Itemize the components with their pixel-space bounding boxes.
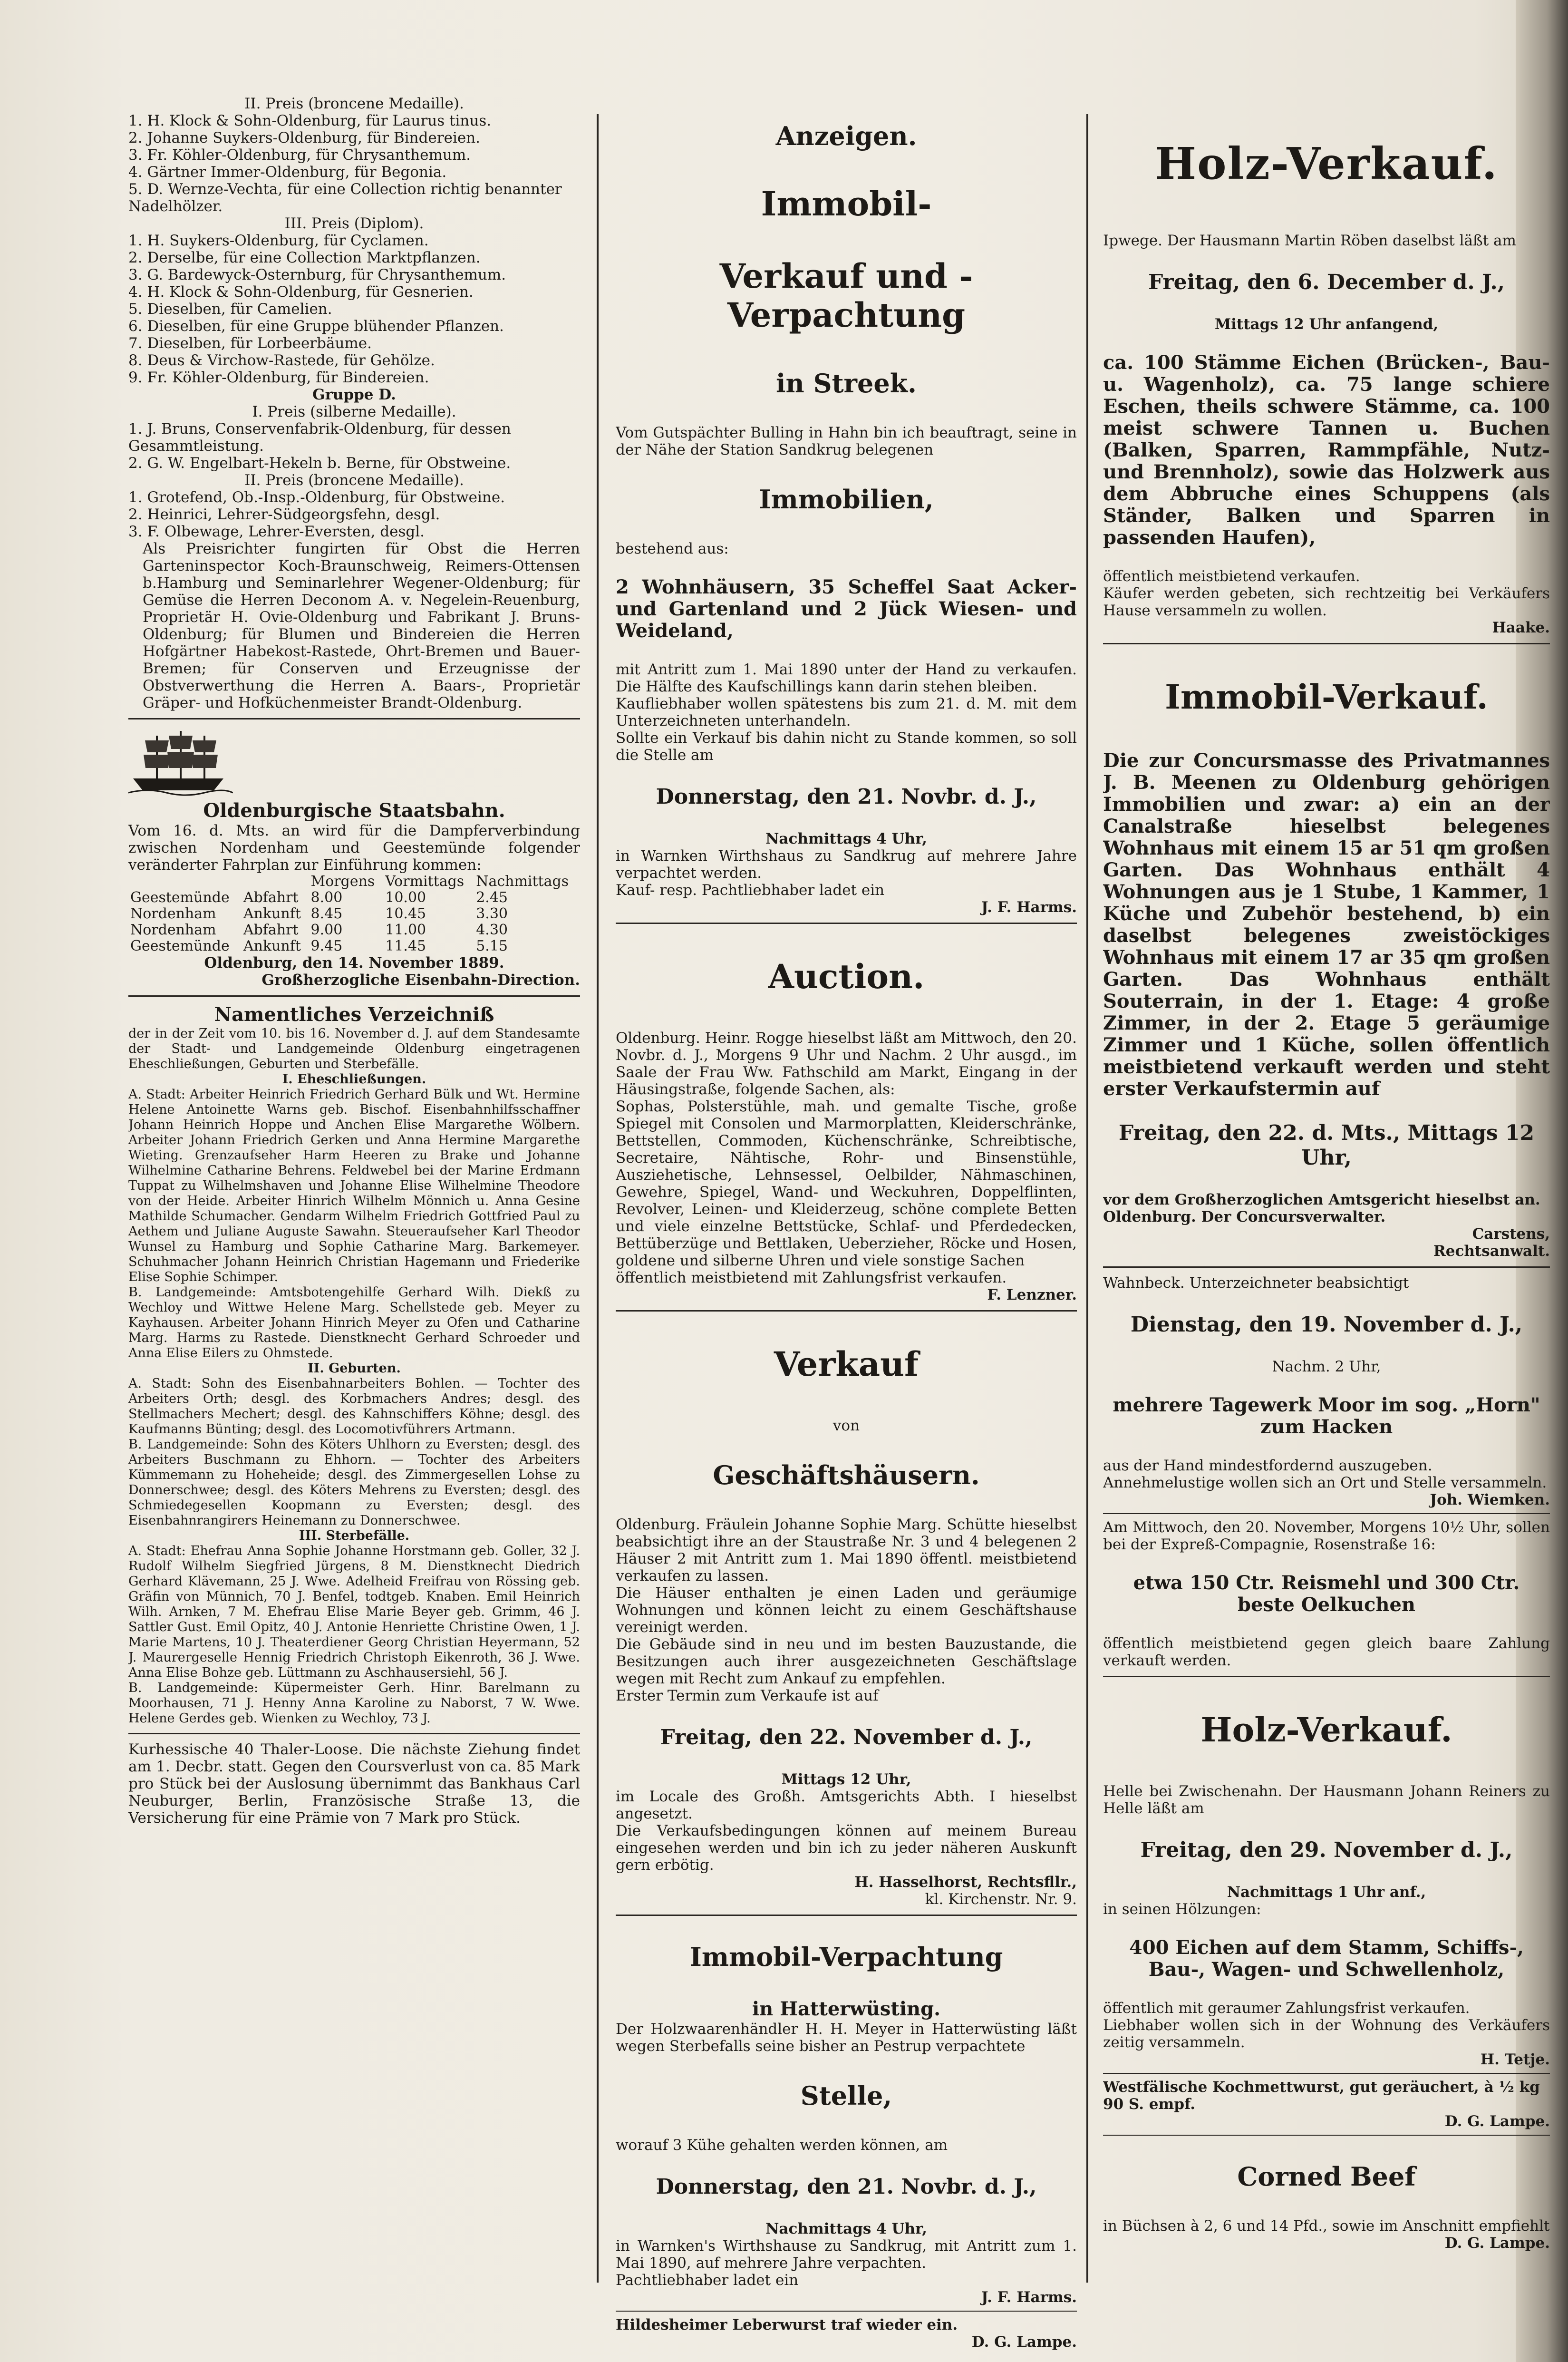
ad-text: Die Verkaufsbedingungen können auf meinem Bureau eingesehen werden und bin ich zu jeder näheren Auskunft gern erbötig. (616, 1822, 1077, 1874)
section-rule (128, 1733, 580, 1734)
prize-heading: II. Preis (broncene Medaille). (244, 95, 464, 112)
ad-headline: Auction. (768, 957, 925, 996)
ad-text: Helle bei Zwischenahn. Der Hausmann Johann Reiners zu Helle läßt am (1103, 1783, 1550, 1817)
ad-headline: Holz-Verkauf. (1200, 1710, 1452, 1750)
ad-text: bestehend aus: (616, 540, 729, 557)
table-cell: 8.00 (310, 889, 343, 906)
table-cell: 10.00 (385, 889, 426, 906)
ad-text: öffentlich meistbietend verkaufen. (1103, 568, 1360, 585)
register-paragraph: A. Stadt: Arbeiter Heinrich Friedrich Gerhard Bülk und Wt. Hermine Helene Antoinette Warns geb. Bischof. Eisenbahnhilfsschaffner Johann Heinrich Hoppe und Anchen Elise Margarethe Wölbern. Arbeiter Johann Friedrich Gerken und Anna Hermine Margarethe Wieting. Grenzaufseher Harm Heeren zu Brake und Johanne Wilhelmine Catharine Behrens. Feldwebel bei der Marine Erdmann Tuppat zu Wilhelmshaven und Johanne Elise Wilhelmine Theodore von der Heide. Arbeiter Hinrich Wilhelm Mönnich u. Anna Gesine Mathilde Schumacher. Gendarm Wilhelm Friedrich Gottfried Paul zu Aethem und Juliane Auguste Sawahn. Steueraufseher Karl Theodor Wunsel zu Hamburg und Sophie Catharine Marg. Barkemeyer. Schuhmacher Johann Heinrich Christian Hagemann und Friederike Elise Sophie Schimper. (128, 1087, 580, 1284)
ad-text: Am Mittwoch, den 20. November, Morgens 10½ Uhr, sollen bei der Expreß-Compagnie, Rosenstraße 16: (1103, 1519, 1550, 1553)
ad-text: im Locale des Großh. Amtsgerichts Abth. I hieselbst angesetzt. (616, 1788, 1077, 1822)
prize-list (128, 232, 580, 386)
ad-text: mit Antritt zum 1. Mai 1890 unter der Hand zu verkaufen. Die Hälfte des Kaufschillings kann darin stehen bleiben. (616, 661, 1077, 695)
ad-text: vor dem Großherzoglichen Amtsgericht hieselbst an. (1103, 1191, 1540, 1208)
ad-time: Nachmittags 4 Uhr, (765, 830, 927, 847)
table-header: Nachmittags (476, 873, 569, 890)
ad-signature: H. Tetje. (1480, 2051, 1550, 2068)
section-rule (1103, 643, 1550, 644)
column-middle (616, 95, 1077, 2351)
list-item: 1. J. Bruns, Conservenfabrik-Oldenburg, für dessen Gesammtleistung. (128, 420, 511, 455)
ad-text: öffentlich meistbietend gegen gleich baare Zahlung verkauft werden. (1103, 1635, 1550, 1669)
list-item: 2. G. W. Engelbart-Hekeln b. Berne, für Obstweine. (128, 455, 511, 472)
list-item: 6. Dieselben, für eine Gruppe blühender Pflanzen. (128, 318, 504, 335)
ad-subheadline: Geschäftshäusern. (713, 1460, 980, 1490)
ad-headline: Immobil-Verkauf. (1165, 677, 1488, 717)
table-row (128, 938, 580, 954)
table-cell: Abfahrt (243, 889, 299, 906)
prize-heading: III. Preis (Diplom). (284, 215, 424, 232)
ad-text: Pachtliebhaber ladet ein (616, 2272, 799, 2289)
column-divider (1086, 114, 1088, 2283)
ad-date: Freitag, den 22. d. Mts., Mittags 12 Uhr, (1118, 1121, 1535, 1170)
rail-text: Vom 16. d. Mts. an wird für die Dampferverbindung zwischen Nordenham und Geestemünde folgender veränderter Fahrplan zur Einführung kommen: (128, 822, 580, 874)
ad-text: Käufer werden gebeten, sich rechtzeitig bei Verkäufers Hause versammeln zu wollen. (1103, 585, 1550, 619)
ad-text: Oldenburg. Der Concursverwalter. (1103, 1208, 1386, 1225)
list-item: 3. G. Bardewyck-Osternburg, für Chrysanthemum. (128, 266, 506, 283)
list-item: 1. H. Klock & Sohn-Oldenburg, für Laurus tinus. (128, 112, 492, 129)
ad-text: Oldenburg. Heinr. Rogge hieselbst läßt am Mittwoch, den 20. Novbr. d. J., Morgens 9 Uhr und Nachm. 2 Uhr ausgd., im Saale der Frau Ww. Fathschild am Markt, Eingang in der Häusingstraße, folgende Sachen, als: (616, 1030, 1077, 1098)
list-item: 2. Johanne Suykers-Oldenburg, für Bindereien. (128, 129, 481, 146)
section-rule (1103, 1513, 1550, 1514)
ad-holz-verkauf-ipwege (1103, 139, 1550, 636)
ad-signature: Carstens, (1472, 1225, 1550, 1243)
prize-list (128, 112, 580, 215)
ad-text: Oldenburg. Fräulein Johanne Sophie Marg. Schütte hieselbst beabsichtigt ihre an der Staustraße Nr. 3 und 4 belegenen 2 Häuser 2 mit Antritt zum 1. Mai 1890 öffentl. meistbietend verkaufen zu lassen. (616, 1516, 1077, 1584)
ad-text: in Warnken Wirthshaus zu Sandkrug auf mehrere Jahre verpachtet werden. (616, 847, 1077, 882)
ad-moor (1103, 1274, 1550, 1508)
ad-auction (616, 957, 1077, 1303)
ad-date: Freitag, den 29. November d. J., (1140, 1838, 1513, 1862)
ad-geschaeftshaeuser (616, 1345, 1077, 1908)
table-row (128, 890, 580, 906)
list-item: 5. Dieselben, für Camelien. (128, 301, 332, 318)
ad-time: Nachmittags 1 Uhr anf., (1227, 1884, 1426, 1901)
list-item: 3. Fr. Köhler-Oldenburg, für Chrysanthemum. (128, 146, 471, 164)
section-rule (128, 718, 580, 719)
section-rule (616, 2311, 1077, 2312)
ad-date: Donnerstag, den 21. Novbr. d. J., (656, 2175, 1037, 2199)
register-intro: der in der Zeit vom 10. bis 16. November d. J. auf dem Standesamte der Stadt- und Landgemeinde Oldenburg eingetragenen Eheschließungen, Geburten und Sterbefälle. (128, 1026, 580, 1071)
table-cell: 10.45 (385, 905, 426, 922)
ad-time: Nachmittags 4 Uhr, (765, 2220, 927, 2237)
list-item: 3. F. Olbewage, Lehrer-Eversten, desgl. (128, 523, 425, 540)
list-item: 4. Gärtner Immer-Oldenburg, für Begonia. (128, 164, 447, 181)
group-heading: Gruppe D. (312, 386, 396, 403)
ad-date: Freitag, den 22. November d. J., (660, 1725, 1033, 1750)
register-paragraph: A. Stadt: Sohn des Eisenbahnarbeiters Bohlen. — Tochter des Arbeiters Orth; desgl. des Korbmachers Andres; desgl. des Stellmachers Mechert; desgl. des Kahnschiffers Köhne; desgl. des Kaufmanns Bünting; desgl. des Locomotivführers Artmann. (128, 1376, 580, 1437)
ad-text: Kauf- resp. Pachtliebhaber ladet ein (616, 882, 885, 899)
prize-heading: II. Preis (broncene Medaille). (244, 472, 464, 489)
ad-hatterwuesting (616, 1942, 1077, 2306)
section-rule (1103, 1266, 1550, 1268)
ad-text: aus der Hand mindestfordernd auszugeben. (1103, 1457, 1432, 1474)
ad-signature: J. F. Harms. (981, 899, 1077, 916)
list-item: 1. H. Suykers-Oldenburg, für Cyclamen. (128, 232, 429, 249)
ad-signature: H. Hasselhorst, Rechtsfllr., (854, 1874, 1077, 1891)
ad-text: Kaufliebhaber wollen spätestens bis zum 21. d. M. mit dem Unterzeichneten unterhandeln. (616, 695, 1077, 729)
table-cell: Abfahrt (243, 922, 299, 938)
ad-text: öffentlich meistbietend mit Zahlungsfrist verkaufen. (616, 1269, 1007, 1286)
rail-signature: Großherzogliche Eisenbahn-Direction. (261, 972, 580, 989)
timetable (128, 874, 580, 954)
ad-immobil-streek (616, 185, 1077, 916)
ad-time: Mittags 12 Uhr anfangend, (1214, 316, 1439, 333)
ad-time: Nachm. 2 Uhr, (1272, 1358, 1381, 1375)
ad-date: Freitag, den 6. December d. J., (1148, 270, 1505, 294)
ad-signature: D. G. Lampe. (971, 2333, 1077, 2351)
table-header: Morgens (310, 873, 375, 890)
ad-subheadline: Immobilien, (759, 484, 934, 515)
ad-headline: Verkauf und -Verpachtung (719, 256, 973, 335)
ad-date: Dienstag, den 19. November d. J., (1130, 1312, 1523, 1337)
ad-signature: J. F. Harms. (981, 2289, 1077, 2306)
ad-signature: D. G. Lampe. (1444, 2113, 1550, 2130)
ad-text: worauf 3 Kühe gehalten werden können, am (616, 2137, 948, 2154)
ad-text: in seinen Hölzungen: (1103, 1901, 1261, 1918)
ad-time: Mittags 12 Uhr, (781, 1771, 911, 1788)
list-item: 2. Derselbe, für eine Collection Marktpflanzen. (128, 249, 481, 266)
ad-highlight: ca. 100 Stämme Eichen (Brücken-, Bau- u. Wagenholz), ca. 75 lange schiere Eschen, theils schwere Stämme, ca. 100 meist schwere Tannen u. Buchen (Balken, Sparren, Rammpfähle, Nutz- und Brennholz), sowie das Holzwerk aus dem Abbruche eines Schuppens (als Ständer, Balken und Sparren in passenden Haufen), (1103, 351, 1550, 549)
ad-text: von (832, 1417, 860, 1434)
ad-date: Donnerstag, den 21. Novbr. d. J., (656, 785, 1037, 809)
register-paragraph: B. Landgemeinde: Sohn des Köters Uhlhorn zu Eversten; desgl. des Arbeiters Buschmann zu Ehhorn. — Tochter des Arbeiters Kümmemann zu Hoheheide; desgl. des Zimmergesellen Lohse zu Donnerschwee; desgl. des Köters Mehrens zu Eversten; desgl. des Schmiedegesellen Koopmann zu Eversten; desgl. des Eisenbahnrangirers Heinemann zu Donnerschwee. (128, 1437, 580, 1528)
table-cell: 5.15 (476, 938, 508, 954)
ad-text: Vom Gutspächter Bulling in Hahn bin ich beauftragt, seine in der Nähe der Station Sandkrug belegenen (616, 424, 1077, 458)
column-left (128, 95, 580, 1827)
ad-reismehl (1103, 1519, 1550, 1669)
table-cell: Geestemünde (130, 889, 230, 906)
ad-headline: Immobil- (761, 184, 932, 224)
ad-headline: Verkauf (774, 1344, 919, 1384)
register-section-heading: III. Sterbefälle. (299, 1528, 410, 1543)
table-cell: 9.00 (310, 922, 343, 938)
ad-subheadline: in Hatterwüsting. (752, 1998, 941, 2020)
register-paragraph: A. Stadt: Ehefrau Anna Sophie Johanne Horstmann geb. Goller, 32 J. Rudolf Wilhelm Siegfried Jürgens, 8 M. Dienstknecht Diedrich Gerhard Klävemann, 25 J. Wwe. Adelheid Freifrau von Rössing geb. Gräfin von Münnich, 70 J. Benfel, todtgeb. Knaben. Emil Heinrich Wilh. Arnken, 7 M. Ehefrau Elise Marie Beyer geb. Grimm, 46 J. Sattler Gust. Emil Opitz, 40 J. Antonie Henriette Christine Owen, 1 J. Marie Martens, 10 J. Theaterdiener Georg Christian Heyermann, 52 J. Maurergeselle Hennig Friedrich Christoph Eikenroth, 36 J. Wwe. Anna Elise Bohze geb. Lüttmann zu Aschhausersiehl, 56 J. (128, 1544, 580, 1680)
jury-paragraph: Als Preisrichter fungirten für Obst die Herren Garteninspector Koch-Braunschweig, Reimers-Ottensen b.Hamburg und Seminarlehrer Wegener-Oldenburg; für Gemüse die Herren Deconom A. v. Negelein-Reuenburg, Proprietär H. Ovie-Oldenburg und Fabrikant J. Bruns-Oldenburg; für Blumen und Bindereien die Herren Hofgärtner Habekost-Rastede, Ohrt-Bremen und Bauer-Bremen; für Conserven und Erzeugnisse der Obstverwerthung die Herren A. Baars-, Proprietär Gräper- und Hofküchenmeister Brandt-Oldenburg. (143, 540, 580, 711)
section-rule (1103, 2135, 1550, 2136)
column-right (1103, 95, 1550, 2252)
ad-subheadline: Stelle, (800, 2080, 892, 2111)
rail-notice (128, 726, 580, 989)
section-rule (616, 1310, 1077, 1312)
table-cell: Ankunft (243, 938, 301, 954)
list-item: 7. Dieselben, für Lorbeerbäume. (128, 335, 372, 352)
section-rule (616, 923, 1077, 924)
register-title: Namentliches Verzeichniß (214, 1003, 494, 1026)
table-cell: 11.45 (385, 938, 426, 954)
ad-signature: F. Lenzner. (987, 1286, 1077, 1303)
register-section-heading: II. Geburten. (308, 1361, 401, 1376)
table-cell: 9.45 (310, 938, 343, 954)
ad-headline: Corned Beef (1237, 2161, 1416, 2192)
ad-immobil-verkauf (1103, 678, 1550, 1260)
list-item: 2. Heinrici, Lehrer-Südgeorgsfehn, desgl. (128, 506, 440, 523)
section-heading: Anzeigen. (775, 121, 917, 151)
ad-signature: Haake. (1492, 619, 1550, 636)
table-cell: 11.00 (385, 922, 426, 938)
list-item: 9. Fr. Köhler-Oldenburg, für Bindereien. (128, 369, 429, 386)
table-cell: 4.30 (476, 922, 508, 938)
ad-text: in Warnken's Wirthshause zu Sandkrug, mit Antritt zum 1. Mai 1890, auf mehrere Jahre verpachten. (616, 2237, 1077, 2272)
ad-text: Der Holzwaarenhändler H. H. Meyer in Hatterwüsting läßt wegen Sterbefalls seine bisher an Pestrup verpachtete (616, 2021, 1077, 2055)
lottery-ad: Kurhessische 40 Thaler-Loose. Die nächste Ziehung findet am 1. Decbr. statt. Gegen den Coursverlust von ca. 85 Mark pro Stück bei der Auslosung übernimmt das Bankhaus Carl Neuburger, Berlin, Französische Straße 13, die Versicherung für eine Prämie von 7 Mark pro Stück. (128, 1741, 580, 1827)
list-item: 1. Grotefend, Ob.-Insp.-Oldenburg, für Obstweine. (128, 489, 505, 506)
table-header (128, 874, 242, 890)
ad-text: Liebhaber wollen sich in der Wohnung des Verkäufers zeitig versammeln. (1103, 2017, 1550, 2051)
table-cell: Nordenham (130, 922, 216, 938)
table-row (128, 906, 580, 922)
ad-text: Annehmelustige wollen sich an Ort und Stelle versammeln. (1103, 1474, 1547, 1491)
register-section-heading: I. Eheschließungen. (282, 1072, 426, 1087)
rail-date: Oldenburg, den 14. November 1889. (204, 954, 504, 972)
ad-address: kl. Kirchenstr. Nr. 9. (925, 1891, 1077, 1908)
list-item: 8. Deus & Virchow-Rastede, für Gehölze. (128, 352, 435, 369)
table-cell: 3.30 (476, 905, 508, 922)
ship-icon (128, 726, 233, 799)
ad-text: Die Häuser enthalten je einen Laden und geräumige Wohnungen und können leicht zu einem Geschäftshause vereinigt werden. (616, 1584, 1077, 1636)
ad-leberwurst: Hildesheimer Leberwurst traf wieder ein. (616, 2316, 958, 2333)
ad-text: Die Gebäude sind in neu und im besten Bauzustande, die Besitzungen auch ihrer ausgezeichneten Geschäftslage wegen mit Recht zum Ankauf zu empfehlen. (616, 1636, 1077, 1687)
table-cell: Geestemünde (130, 938, 230, 954)
register-paragraph: B. Landgemeinde: Amtsbotengehilfe Gerhard Wilh. Diekß zu Wechloy und Wittwe Helene Marg. Schellstede geb. Meyer zu Kayhausen. Arbeiter Johann Hinrich Meyer zu Ofen und Catharine Marg. Harms zu Rastede. Dienstknecht Gerhard Schroeder und Anna Elise Eilers zu Ohmstede. (128, 1285, 580, 1361)
ad-signature-title: Rechtsanwalt. (1433, 1243, 1550, 1260)
ad-text: öffentlich mit geraumer Zahlungsfrist verkaufen. (1103, 2000, 1470, 2017)
ad-kochmettwurst: Westfälische Kochmettwurst, gut geräuchert, à ½ kg 90 S. empf. (1103, 2079, 1540, 2113)
ad-text: in Büchsen à 2, 6 und 14 Pfd., sowie im Anschnitt empfiehlt (1103, 2217, 1550, 2235)
table-cell: 2.45 (476, 889, 508, 906)
ad-text: Erster Termin zum Verkaufe ist auf (616, 1687, 879, 1704)
ad-subheadline: in Streek. (776, 368, 917, 399)
list-item: 5. D. Wernze-Vechta, für eine Collection richtig benannter Nadelhölzer. (128, 181, 562, 215)
ad-text: Wahnbeck. Unterzeichneter beabsichtigt (1103, 1274, 1409, 1292)
section-rule (616, 1915, 1077, 1916)
ad-signature: Joh. Wiemken. (1430, 1491, 1550, 1508)
civil-register (128, 1003, 580, 1726)
ad-headline: Holz-Verkauf. (1155, 138, 1498, 189)
rail-title: Oldenburgische Staatsbahn. (203, 799, 505, 822)
ad-highlight: 2 Wohnhäusern, 35 Scheffel Saat Acker- und Gartenland und 2 Jück Wiesen- und Weideland, (616, 576, 1077, 642)
table-header-row (128, 874, 580, 890)
section-rule (1103, 2073, 1550, 2074)
prize-heading: I. Preis (silberne Medaille). (252, 403, 456, 420)
table-cell: Nordenham (130, 905, 216, 922)
ad-highlight: mehrere Tagewerk Moor im sog. „Horn" zum Hacken (1113, 1394, 1540, 1438)
section-rule (128, 995, 580, 997)
ad-text: Ipwege. Der Hausmann Martin Röben daselbst läßt am (1103, 232, 1516, 249)
table-header: Vormittags (385, 873, 465, 890)
column-divider (597, 114, 599, 2283)
table-cell: 8.45 (310, 905, 343, 922)
table-header (242, 874, 309, 890)
ad-highlight: 400 Eichen auf dem Stamm, Schiffs-, Bau-, Wagen- und Schwellenholz, (1129, 1936, 1524, 1981)
list-item: 4. H. Klock & Sohn-Oldenburg, für Gesnerien. (128, 283, 474, 301)
table-cell: Ankunft (243, 905, 301, 922)
ad-highlight: Die zur Concursmasse des Privatmannes J. B. Meenen zu Oldenburg gehörigen Immobilien und zwar: a) ein an der Canalstraße hieselbst belegenes Wohnhaus mit einem 15 ar 51 qm großen Garten. Das Wohnhaus enthält 4 Wohnungen aus je 1 Stube, 1 Kammer, 1 Küche und Zubehör bestehend, b) ein daselbst belegenes zweistöckiges Wohnhaus mit einem 17 ar 35 qm großen Garten. Das Wohnhaus enthält Souterrain, in der 1. Etage: 4 große Zimmer, in der 2. Etage 5 geräumige Zimmer und 1 Küche, sollen öffentlich meistbietend verkauft werden und steht erster Verkaufstermin auf (1103, 749, 1550, 1100)
table-row (128, 922, 580, 938)
ad-holz-verkauf-helle (1103, 1711, 1550, 2068)
ad-headline: Immobil-Verpachtung (689, 1942, 1003, 1972)
ad-text: Sollte ein Verkauf bis dahin nicht zu Stande kommen, so soll die Stelle am (616, 729, 1077, 764)
section-rule (1103, 1676, 1550, 1677)
ad-text: Sophas, Polsterstühle, mah. und gemalte Tische, große Spiegel mit Consolen und Marmorplatten, Kleiderschränke, Bettstellen, Commoden, Küchenschränke, Schreibtische, Secretaire, Nähtische, Rohr- und Binsenstühle, Ausziehetische, Lehnsessel, Oelbilder, Nähmaschinen, Gewehre, Spiegel, Wand- und Weckuhren, Doppelflinten, Revolver, Leinen- und Kleiderzeug, schöne complete Betten und viele einzelne Bettstücke, Schlaf- und Pferdedecken, Bettüberzüge und Bettlaken, Ueberzieher, Röcke und Hosen, goldene und silberne Uhren und viele sonstige Sachen (616, 1098, 1077, 1269)
ad-highlight: etwa 150 Ctr. Reismehl und 300 Ctr. beste Oelkuchen (1133, 1572, 1520, 1616)
ad-signature: D. G. Lampe. (1444, 2235, 1550, 2252)
register-paragraph: B. Landgemeinde: Küpermeister Gerh. Hinr. Barelmann zu Moorhausen, 71 J. Henny Anna Karoline zu Naborst, 7 W. Wwe. Helene Gerdes geb. Wienken zu Wechloy, 73 J. (128, 1681, 580, 1726)
